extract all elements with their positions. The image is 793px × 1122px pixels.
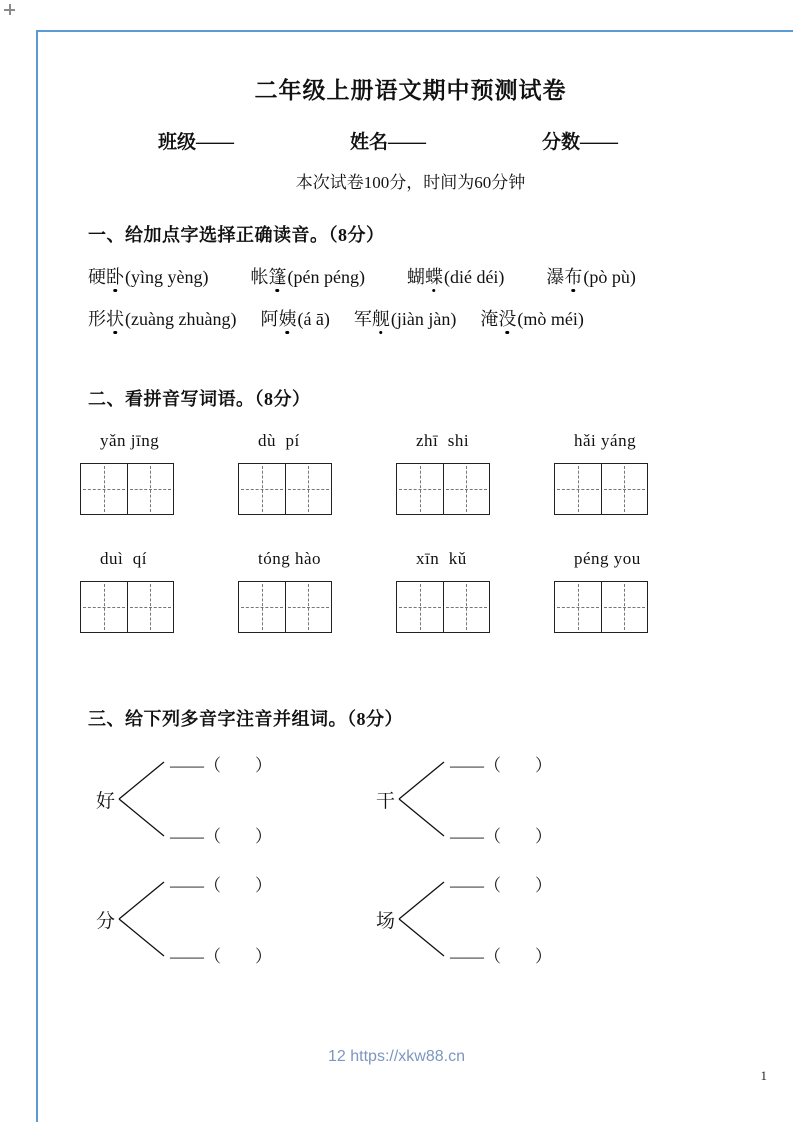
- writing-cell[interactable]: [127, 582, 174, 632]
- pronunciation-options[interactable]: (zuàng zhuàng): [125, 309, 237, 329]
- section2-row1: [88, 431, 733, 515]
- writing-grid[interactable]: [396, 463, 490, 515]
- pinyin-label: hǎi yáng: [574, 431, 637, 450]
- polyphone-group-chang: [368, 867, 648, 971]
- dotted-word-char: 状: [106, 309, 124, 329]
- pronunciation-options[interactable]: (yìng yèng): [125, 267, 209, 287]
- pronunciation-word-blank[interactable]: ——（ ）: [170, 947, 273, 966]
- pronunciation-options[interactable]: (á ā): [297, 309, 330, 329]
- pronunciation-word-blank[interactable]: ——（ ）: [170, 876, 273, 895]
- writing-cell[interactable]: [555, 464, 601, 514]
- word-char: 帐: [250, 267, 269, 287]
- writing-cell[interactable]: [127, 464, 174, 514]
- section3-heading: 三、给下列多音字注音并组词。（8分）: [88, 709, 403, 729]
- writing-grid[interactable]: [396, 581, 490, 633]
- polyphone-groups: [88, 747, 733, 971]
- polyphone-char: 分: [96, 910, 116, 932]
- writing-cell[interactable]: [443, 464, 490, 514]
- polyphone-entries: [170, 871, 272, 967]
- writing-cell[interactable]: [239, 464, 285, 514]
- pinyin-word-column: [88, 431, 246, 515]
- pinyin-label: yǎn jīng: [100, 431, 160, 450]
- dotted-word-char: 蝶: [424, 267, 443, 287]
- header-fields: [88, 127, 733, 154]
- writing-cell[interactable]: [81, 582, 127, 632]
- score-blank-field[interactable]: 分数——: [542, 132, 619, 153]
- writing-cell[interactable]: [285, 582, 332, 632]
- dotted-word-char: 舰: [371, 309, 390, 329]
- pronunciation-options[interactable]: (dié déi): [443, 267, 505, 287]
- polyphone-char: 好: [96, 790, 116, 812]
- writing-cell[interactable]: [601, 464, 648, 514]
- pronunciation-word-blank[interactable]: ——（ ）: [450, 756, 553, 775]
- writing-grid[interactable]: [554, 463, 648, 515]
- dotted-word-char: 卧: [106, 267, 124, 287]
- word-option-item: [546, 263, 636, 289]
- word-option-item: [480, 305, 583, 331]
- word-char: 军: [353, 309, 372, 329]
- writing-cell[interactable]: [239, 582, 285, 632]
- word-option-item: [88, 263, 208, 289]
- name-blank-field[interactable]: 姓名——: [350, 132, 427, 153]
- word-option-item: [354, 305, 456, 331]
- section2-row2: [88, 549, 733, 633]
- pinyin-label: tóng hào: [258, 549, 322, 568]
- paper-content: [88, 0, 733, 971]
- pronunciation-word-blank[interactable]: ——（ ）: [170, 827, 273, 846]
- word-option-item: [88, 305, 236, 331]
- pronunciation-word-blank[interactable]: ——（ ）: [450, 947, 553, 966]
- word-option-item: [260, 305, 329, 331]
- blue-left-border: [36, 30, 38, 1122]
- section1-row1: [88, 263, 733, 289]
- pinyin-label: xīn kǔ: [416, 549, 467, 568]
- class-blank-field[interactable]: 班级——: [158, 132, 235, 153]
- polyphone-group-hao: [88, 747, 368, 851]
- writing-cell[interactable]: [397, 464, 443, 514]
- word-char: 蝴: [406, 267, 425, 287]
- writing-cell[interactable]: [285, 464, 332, 514]
- pinyin-word-column: [562, 549, 720, 633]
- pinyin-label: zhī shi: [416, 431, 470, 450]
- word-option-item: [250, 263, 364, 289]
- pinyin-word-column: [404, 431, 562, 515]
- writing-cell[interactable]: [81, 464, 127, 514]
- pinyin-label: duì qí: [100, 549, 147, 568]
- pronunciation-word-blank[interactable]: ——（ ）: [450, 827, 553, 846]
- pronunciation-options[interactable]: (pò pù): [583, 267, 636, 287]
- pronunciation-options[interactable]: (jiàn jàn): [390, 309, 457, 329]
- writing-cell[interactable]: [555, 582, 601, 632]
- pronunciation-options[interactable]: (mò méi): [517, 309, 584, 329]
- writing-grid[interactable]: [554, 581, 648, 633]
- word-char: 形: [88, 309, 106, 329]
- polyphone-entries: [450, 871, 552, 967]
- section1-row2: [88, 305, 733, 331]
- writing-cell[interactable]: [397, 582, 443, 632]
- pronunciation-options[interactable]: (pén péng): [287, 267, 365, 287]
- word-char: 瀑: [546, 267, 565, 287]
- page-number: 1: [760, 1068, 767, 1083]
- polyphone-group-fen: [88, 867, 368, 971]
- polyphone-entries: [170, 751, 272, 847]
- paper-title: 二年级上册语文期中预测试卷: [254, 78, 567, 103]
- branch-lines-icon: [397, 873, 447, 965]
- writing-grid[interactable]: [80, 463, 174, 515]
- pinyin-word-column: [562, 431, 720, 515]
- polyphone-char: 场: [376, 910, 396, 932]
- word-char: 淹: [480, 309, 499, 329]
- pinyin-word-column: [246, 549, 404, 633]
- dotted-word-char: 篷: [268, 267, 287, 287]
- writing-cell[interactable]: [601, 582, 648, 632]
- writing-cell[interactable]: [443, 582, 490, 632]
- footer-watermark-link[interactable]: 12 https://xkw88.cn: [328, 1048, 465, 1065]
- pronunciation-word-blank[interactable]: ——（ ）: [450, 876, 553, 895]
- pinyin-word-column: [404, 549, 562, 633]
- writing-grid[interactable]: [238, 463, 332, 515]
- branch-lines-icon: [117, 873, 167, 965]
- section2-heading: 二、看拼音写词语。（8分）: [88, 389, 311, 409]
- paper-subtitle: 本次试卷100分，时间为60分钟: [295, 173, 526, 192]
- branch-lines-icon: [117, 753, 167, 845]
- polyphone-char: 干: [376, 790, 396, 812]
- word-option-item: [407, 263, 504, 289]
- table-move-handle-icon[interactable]: [4, 4, 15, 15]
- word-char: 硬: [88, 267, 106, 287]
- pinyin-word-column: [246, 431, 404, 515]
- word-char: 阿: [260, 309, 279, 329]
- writing-grid[interactable]: [80, 581, 174, 633]
- dotted-word-char: 姨: [278, 309, 297, 329]
- pinyin-label: dù pí: [258, 431, 300, 450]
- section1-heading: 一、给加点字选择正确读音。（8分）: [88, 225, 385, 245]
- pinyin-label: péng you: [574, 549, 641, 568]
- polyphone-entries: [450, 751, 552, 847]
- polyphone-group-gan: [368, 747, 648, 851]
- dotted-word-char: 布: [564, 267, 583, 287]
- writing-grid[interactable]: [238, 581, 332, 633]
- pronunciation-word-blank[interactable]: ——（ ）: [170, 756, 273, 775]
- pinyin-word-column: [88, 549, 246, 633]
- branch-lines-icon: [397, 753, 447, 845]
- dotted-word-char: 没: [498, 309, 517, 329]
